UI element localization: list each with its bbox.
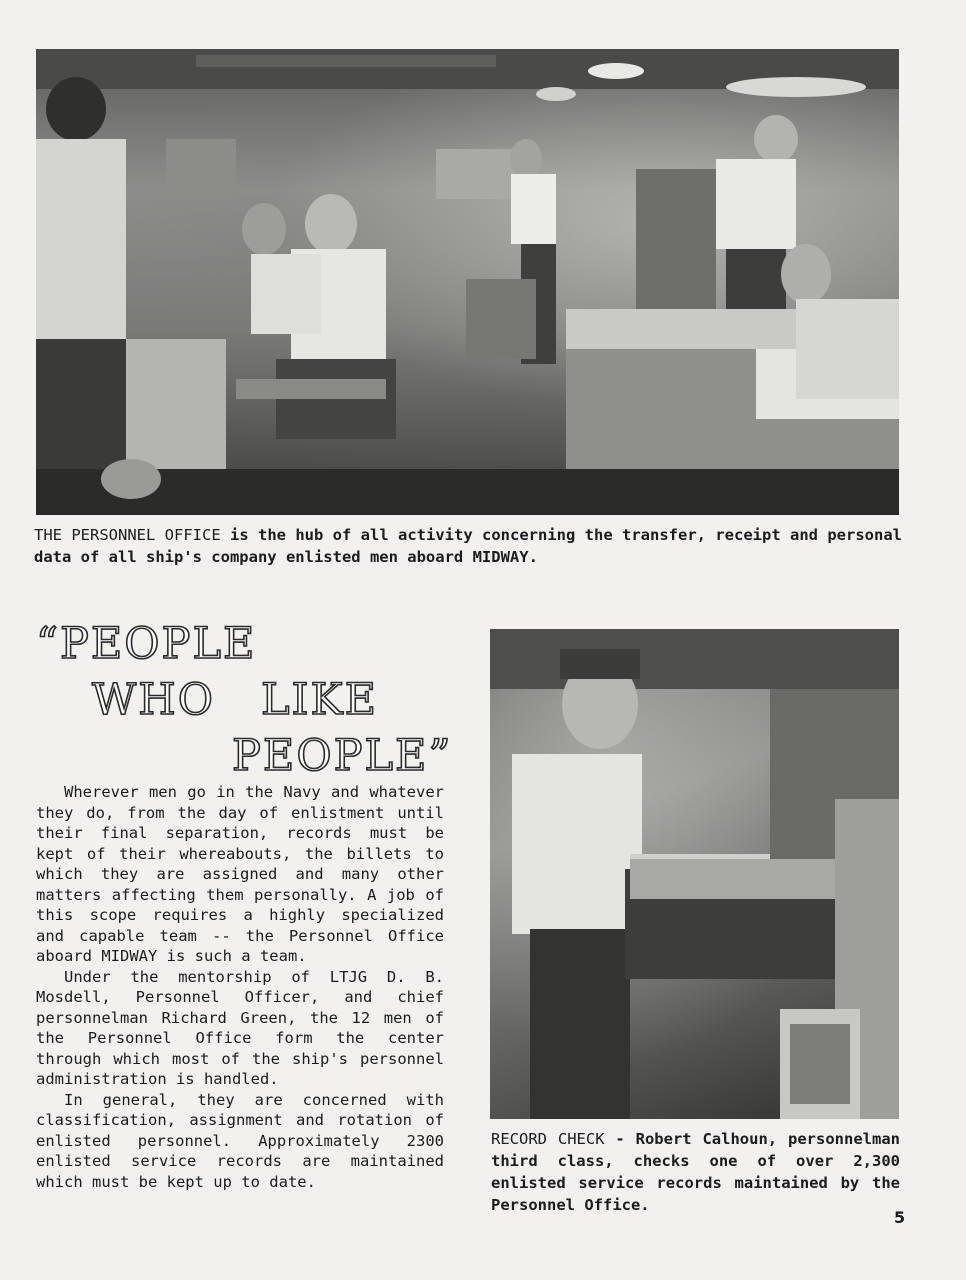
- personnel-office-photo-art: [36, 49, 899, 515]
- article-paragraph: In general, they are concerned with classification, assignment and rotation of enlisted personnel. Approximately 2300 enlisted service records are maintained which must be kept up to date.: [36, 1090, 444, 1191]
- article-paragraph: Under the mentorship of LTJG D. B. Mosdell, Personnel Officer, and chief personnelman Richard Green, the 12 men of the Personnel Office form the center through which most of the ship's personnel administration is handled.: [36, 967, 444, 1088]
- right-caption-lead: RECORD CHECK: [491, 1130, 605, 1148]
- headline-line-3: PEOPLE”: [232, 731, 453, 781]
- top-caption-text: is the hub of all activity concerning the transfer, receipt and personal data of all ship's company enlisted men aboard MIDWAY.: [34, 526, 902, 566]
- right-caption-text: - Robert Calhoun, personnelman third class, checks one of over 2,300 enlisted service records maintained by the Personnel Office.: [491, 1130, 900, 1214]
- record-check-photo-art: [490, 629, 899, 1119]
- headline-word-like: LIKE: [260, 675, 379, 725]
- page-number: 5: [894, 1208, 906, 1227]
- top-caption-lead: THE PERSONNEL OFFICE: [34, 526, 221, 544]
- top-photo-caption: [34, 524, 902, 568]
- headline-line-1: “PEOPLE: [36, 619, 257, 669]
- headline-line-2: [92, 674, 378, 726]
- record-check-photo: [490, 629, 899, 1119]
- article-body: [36, 782, 444, 1192]
- headline-word-who: WHO: [92, 675, 215, 725]
- right-photo-caption: [491, 1128, 900, 1216]
- personnel-office-photo: [36, 49, 899, 515]
- article-paragraph: Wherever men go in the Navy and whatever they do, from the day of enlistment until their final separation, records must be kept of their whereabouts, the billets to which they are assigned and many other matters affecting them personally. A job of this scope requires a highly specialized and capable team -- the Personnel Office aboard MIDWAY is such a team.: [36, 783, 444, 965]
